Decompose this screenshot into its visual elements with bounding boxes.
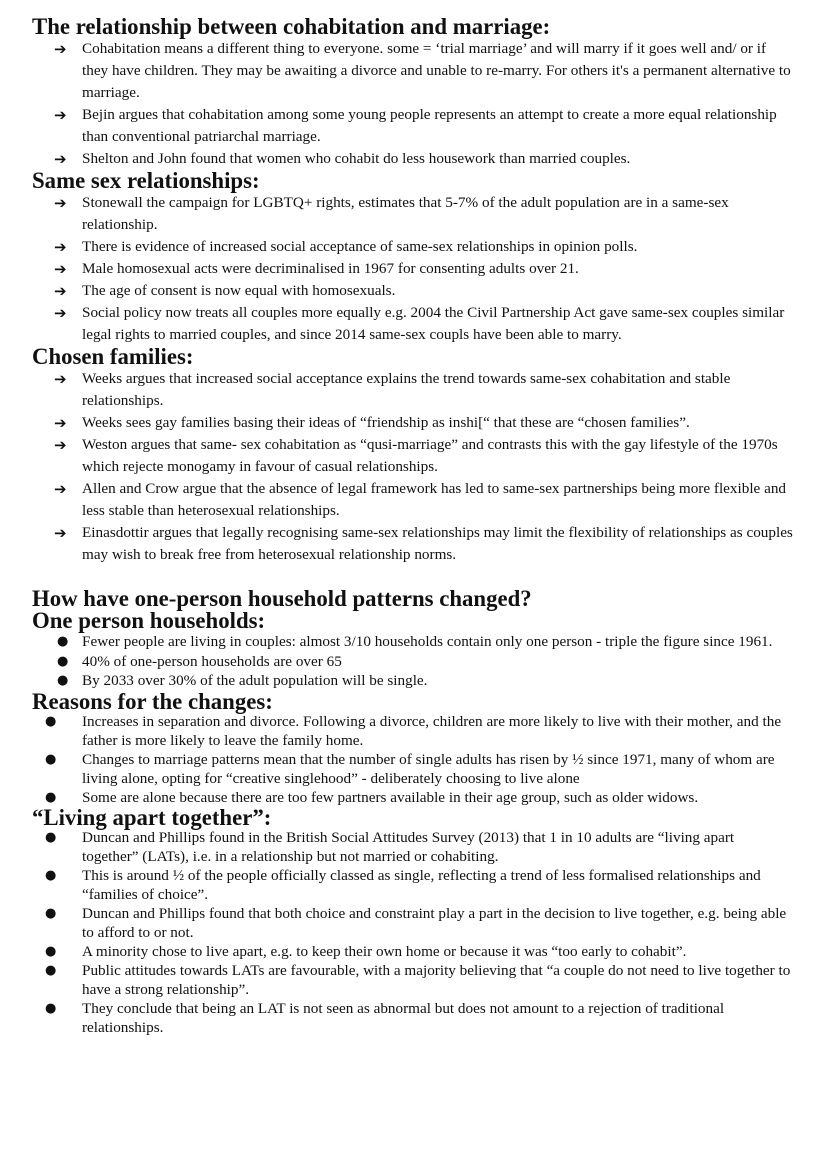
bullet-icon: ● xyxy=(57,673,69,688)
list-item: ● Fewer people are living in couples: almost 3/10 households contain only one person - triple the figure since 1961. xyxy=(57,633,773,650)
list-item: ➔ Weeks sees gay families basing their ideas of “friendship as inshi[“ that these are “chosen families”. xyxy=(54,414,690,432)
list-item: ● Increases in separation and divorce. Following a divorce, children are more likely to live with their mother, and the father is more likely to leave the family home. xyxy=(45,712,782,749)
chosen-families-heading: Chosen families: xyxy=(32,344,194,369)
list-item: ● Changes to marriage patterns mean that the number of single adults has risen by ½ since 1971, many of whom are living alone, opting for “creative singlehood” - deliberately choosing to live alone xyxy=(45,750,775,787)
list-item: ➔ Allen and Crow argue that the absence of legal framework has led to same-sex partnerships being more flexible and less stable than heterosexual relationships. xyxy=(54,480,787,519)
arrow-icon: ➔ xyxy=(54,414,67,432)
arrow-icon: ➔ xyxy=(54,40,67,58)
arrow-icon: ➔ xyxy=(54,260,67,278)
reasons-list xyxy=(32,712,794,807)
list-item: ➔ Bejin argues that cohabitation among some young people represents an attempt to create a more equal relationship than conventional patriarchal marriage. xyxy=(54,106,777,145)
bullet-icon: ● xyxy=(45,829,57,845)
list-item: ● They conclude that being an LAT is not seen as abnormal but does not amount to a rejection of traditional relationships. xyxy=(45,999,725,1036)
arrow-icon: ➔ xyxy=(54,150,67,168)
list-item: ➔ The age of consent is now equal with homosexuals. xyxy=(54,282,396,300)
section-spacer xyxy=(32,566,794,588)
list-item: ➔ There is evidence of increased social acceptance of same-sex relationships in opinion polls. xyxy=(54,238,638,256)
one-person-question-heading: How have one-person household patterns changed? xyxy=(32,586,532,611)
lat-heading: “Living apart together”: xyxy=(32,804,272,830)
list-item: ➔ Weeks argues that increased social acceptance explains the trend towards same-sex cohabitation and stable relationships. xyxy=(54,370,731,409)
list-item: ➔ Cohabitation means a different thing to everyone. some = ‘trial marriage’ and will marry if it goes well and/ or if they have children. They may be awaiting a divorce and unable to re-marry. For others it's a permanent alternative to marriage. xyxy=(54,40,791,101)
list-item: ● By 2033 over 30% of the adult population will be single. xyxy=(57,672,428,689)
cohabitation-heading: The relationship between cohabitation and marriage: xyxy=(32,14,551,39)
bullet-icon: ● xyxy=(57,653,69,669)
list-item: ➔ Stonewall the campaign for LGBTQ+ rights, estimates that 5-7% of the adult population are in a same-sex relationship. xyxy=(54,194,729,233)
reasons-heading: Reasons for the changes: xyxy=(32,688,273,714)
list-item: ● This is around ½ of the people officially classed as single, reflecting a trend of less formalised relationships and “families of choice”. xyxy=(45,866,761,903)
one-person-list xyxy=(32,632,794,691)
arrow-icon: ➔ xyxy=(54,436,67,454)
arrow-icon: ➔ xyxy=(54,524,67,542)
list-item: ➔ Shelton and John found that women who cohabit do less housework than married couples. xyxy=(54,150,631,168)
bullet-icon: ● xyxy=(45,905,57,921)
bullet-icon: ● xyxy=(45,789,57,805)
chosen-families-list xyxy=(32,368,794,566)
list-item: ➔ Weston argues that same- sex cohabitation as “qusi-marriage” and contrasts this with the gay lifestyle of the 1970s which rejecte monogamy in favour of casual relationships. xyxy=(54,436,778,475)
bullet-icon: ● xyxy=(45,751,57,767)
bullet-icon: ● xyxy=(45,943,57,959)
arrow-icon: ➔ xyxy=(54,370,67,388)
list-item: ➔ Male homosexual acts were decriminalised in 1967 for consenting adults over 21. xyxy=(54,260,579,278)
one-person-heading: One person households: xyxy=(32,608,266,633)
list-item: ● Public attitudes towards LATs are favourable, with a majority believing that “a couple do not need to live together to have a strong relationship”. xyxy=(45,961,791,998)
arrow-icon: ➔ xyxy=(54,238,67,256)
list-item: ● Duncan and Phillips found that both choice and constraint play a part in the decision to live together, e.g. being able to afford to or not. xyxy=(45,904,787,941)
list-item: ● Some are alone because there are too few partners available in their age group, such as older widows. xyxy=(45,788,699,806)
cohabitation-list xyxy=(32,38,794,170)
list-item: ➔ Einasdottir argues that legally recognising same-sex relationships may limit the flexibility of relationships as couples may wish to break free from heterosexual relationship norms. xyxy=(54,524,793,563)
lat-list xyxy=(32,828,794,1037)
arrow-icon: ➔ xyxy=(54,106,67,124)
list-item: ● Duncan and Phillips found in the British Social Attitudes Survey (2013) that 1 in 10 adults are “living apart together” (LATs), i.e. in a relationship but not married or cohabiting. xyxy=(45,828,735,865)
arrow-icon: ➔ xyxy=(54,304,67,322)
bullet-icon: ● xyxy=(45,1000,57,1016)
arrow-icon: ➔ xyxy=(54,194,67,212)
list-item: ➔ Social policy now treats all couples more equally e.g. 2004 the Civil Partnership Act gave same-sex couples similar legal rights to married couples, and since 2014 same-sex coupls have been able to marry. xyxy=(54,304,785,343)
same-sex-heading: Same sex relationships: xyxy=(32,168,260,193)
bullet-icon: ● xyxy=(45,962,57,978)
arrow-icon: ➔ xyxy=(54,282,67,300)
bullet-icon: ● xyxy=(45,713,57,729)
list-item: ● 40% of one-person households are over 65 xyxy=(57,652,342,670)
arrow-icon: ➔ xyxy=(54,480,67,498)
list-item: ● A minority chose to live apart, e.g. to keep their own home or because it was “too early to cohabit”. xyxy=(45,942,687,960)
bullet-icon: ● xyxy=(57,634,69,649)
same-sex-list xyxy=(32,192,794,346)
bullet-icon: ● xyxy=(45,867,57,883)
